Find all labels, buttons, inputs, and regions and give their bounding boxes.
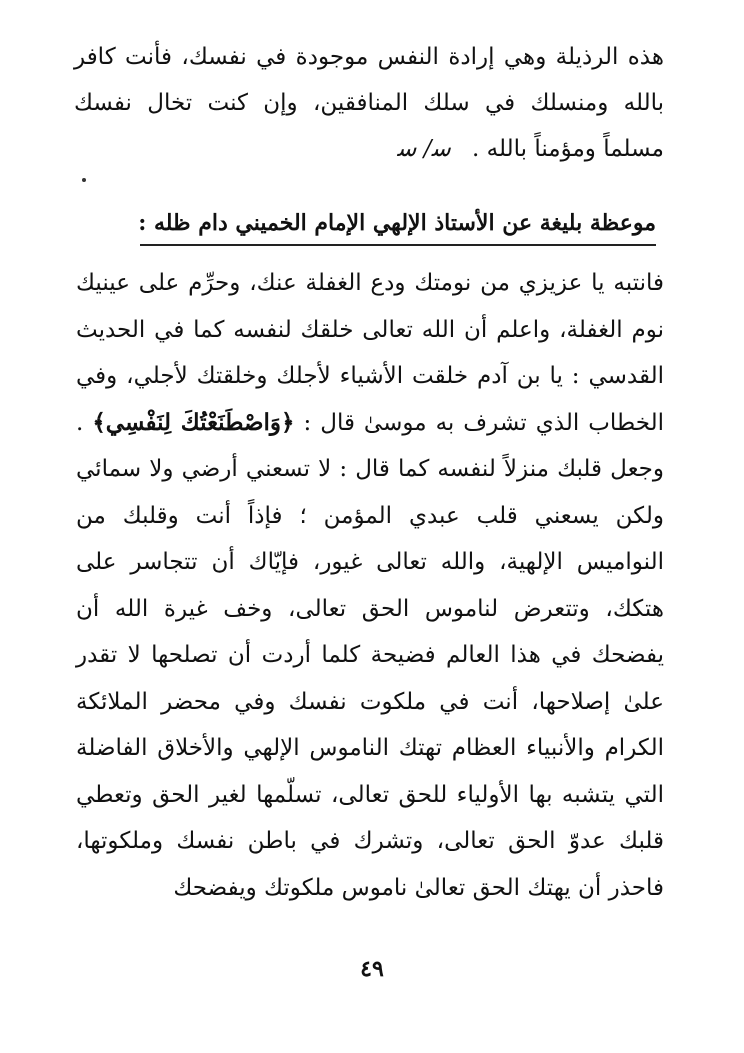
quran-verse: ﴿وَاصْطَنَعْتُكَ لِنَفْسِي﴾ — [92, 408, 295, 436]
stray-dot — [82, 178, 86, 182]
intro-text: هذه الرذيلة وهي إرادة النفس موجودة في نفسك، فأنت كافر بالله ومنسلك في سلك المنافقين، وإن كنت تخال نفسك مسلماً ومؤمناً بالله . — [74, 44, 664, 162]
body-text-part-1: فانتبه يا عزيزي من نومتك ودع الغفلة عنك، وحرِّم على عينيك نوم الغفلة، واعلم أن الله تعالى خلقك لنفسه كما في الحديث القدسي : يا بن آدم خلقت الأشياء لأجلك وخلقتك لأجلي، وفي الخطاب الذي تشرف به موسىٰ قال : — [76, 270, 664, 436]
heading-underline — [140, 244, 656, 246]
signature-mark: ﺳ/ ﺳ — [397, 136, 451, 162]
body-text — [76, 260, 664, 911]
body-paragraph — [76, 260, 664, 911]
section-heading: موعظة بليغة عن الأستاذ الإلهي الإمام الخميني دام ظله : — [138, 210, 656, 236]
page-number: ٤٩ — [360, 956, 384, 982]
intro-paragraph — [74, 34, 664, 172]
body-text-part-2: . وجعل قلبك منزلاً لنفسه كما قال : لا تسعني أرضي ولا سمائي ولكن يسعني قلب عبدي المؤمن ؛ فإذاً أنت وقلبك من النواميس الإلهية، والله تعالى غيور، فإيّاك أن تتجاسر على هتكك، وتتعرض لناموس الحق تعالى، وخف غيرة الله أن يفضحك في هذا العالم فضيحة كلما أردت أن تصلحها لا تقدر علىٰ إصلاحها، أنت في ملكوت نفسك وفي محضر الملائكة الكرام والأنبياء العظام تهتك الناموس الإلهي والأخلاق الفاضلة التي يتشبه بها الأولياء للحق تعالى، تسلّمها لغير الحق وتعطي قلبك عدوّ الحق تعالى، وتشرك في باطن نفسك وملكوتها، فاحذر أن يهتك الحق تعالىٰ ناموس ملكوتك ويفضحك — [76, 409, 664, 901]
